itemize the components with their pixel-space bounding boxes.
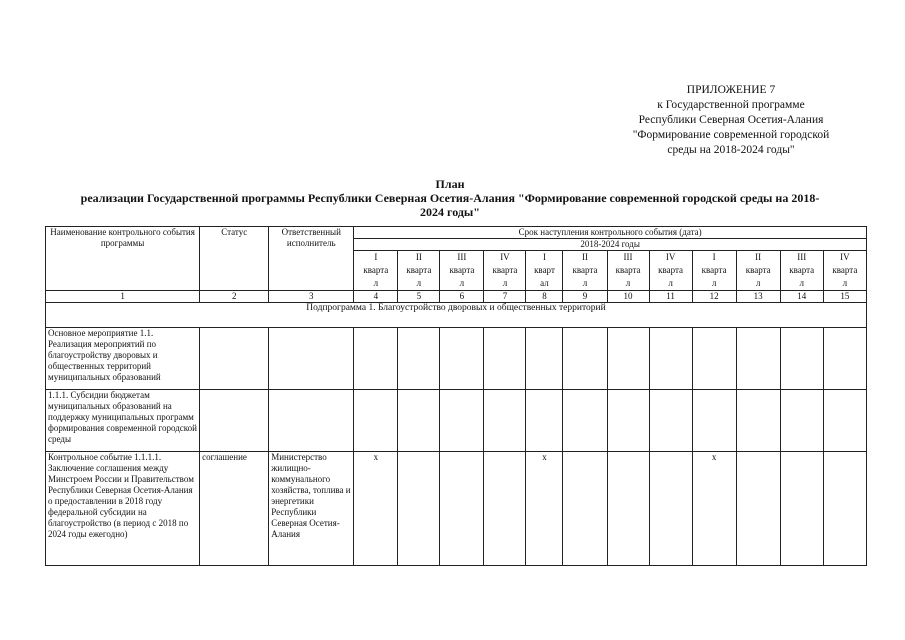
quarter-header xyxy=(354,251,398,291)
column-number: 4 xyxy=(354,291,398,303)
column-number: 12 xyxy=(692,291,736,303)
column-number: 1 xyxy=(46,291,200,303)
cell-quarter-mark xyxy=(780,452,823,566)
cell-quarter-mark xyxy=(780,390,823,452)
quarter-label-part: кварта xyxy=(789,265,815,275)
cell-quarter-mark xyxy=(736,328,780,390)
cell-quarter-mark xyxy=(823,452,866,566)
quarter-label-part: кварт xyxy=(534,265,555,275)
title-line: 2024 годы" xyxy=(420,205,480,219)
quarter-label-part: кварта xyxy=(832,265,858,275)
column-number: 11 xyxy=(649,291,692,303)
quarter-label-part: III xyxy=(457,252,467,262)
cell-executor xyxy=(269,328,354,390)
plan-table xyxy=(45,226,867,566)
cell-quarter-mark xyxy=(607,390,649,452)
column-number: 15 xyxy=(823,291,866,303)
column-number: 6 xyxy=(440,291,484,303)
column-number: 13 xyxy=(736,291,780,303)
quarter-label-part: II xyxy=(582,252,588,262)
appendix-header xyxy=(601,83,861,158)
appendix-line: Республики Северная Осетия-Алания xyxy=(638,114,824,126)
column-number: 8 xyxy=(526,291,563,303)
cell-quarter-mark xyxy=(484,390,526,452)
cell-quarter-mark xyxy=(484,328,526,390)
quarter-label-part: IV xyxy=(500,252,510,262)
quarter-label-part: л xyxy=(582,278,588,288)
cell-quarter-mark xyxy=(563,328,607,390)
header-years: 2018-2024 годы xyxy=(354,239,867,251)
quarter-label-part: ал xyxy=(540,278,549,288)
cell-quarter-mark xyxy=(563,390,607,452)
quarter-label-part: л xyxy=(625,278,631,288)
quarter-header xyxy=(823,251,866,291)
subprogram-title: Подпрограмма 1. Благоустройство дворовых и общественных территорий xyxy=(46,303,867,328)
quarter-label-part: кварта xyxy=(572,265,598,275)
quarter-label-part: III xyxy=(623,252,633,262)
cell-quarter-mark: x xyxy=(692,452,736,566)
quarter-label-part: I xyxy=(542,252,546,262)
header-name: Наименование контрольного события программы xyxy=(46,227,200,291)
table-row xyxy=(46,328,867,390)
quarter-label-part: кварта xyxy=(745,265,771,275)
cell-quarter-mark xyxy=(440,328,484,390)
quarter-label-part: кварта xyxy=(615,265,641,275)
quarter-label-part: кварта xyxy=(492,265,518,275)
cell-quarter-mark xyxy=(736,390,780,452)
title-line: План xyxy=(435,177,465,191)
quarter-label-part: л xyxy=(711,278,717,288)
cell-quarter-mark xyxy=(823,390,866,452)
cell-quarter-mark xyxy=(823,328,866,390)
quarter-label-part: I xyxy=(712,252,716,262)
column-number: 9 xyxy=(563,291,607,303)
cell-quarter-mark xyxy=(526,328,563,390)
column-number: 7 xyxy=(484,291,526,303)
cell-quarter-mark xyxy=(692,328,736,390)
cell-name: Контрольное событие 1.1.1.1. Заключение соглашения между Минстроем России и Правительством Республики Северная Осетия-Алания о предоставлении в 2018 году федеральной субсидии на благоустройство (в период с 2018 по 2024 годы ежегодно) xyxy=(46,452,200,566)
quarter-label-part: IV xyxy=(840,252,850,262)
cell-name: 1.1.1. Субсидии бюджетам муниципальных образований на поддержку муниципальных программ формирования современной городской среды xyxy=(46,390,200,452)
cell-status: соглашение xyxy=(200,452,269,566)
cell-quarter-mark xyxy=(526,390,563,452)
quarter-label-part: кварта xyxy=(406,265,432,275)
quarter-header xyxy=(440,251,484,291)
cell-executor xyxy=(269,390,354,452)
header-row xyxy=(46,227,867,239)
quarter-label-part: л xyxy=(459,278,465,288)
quarter-label-part: кварта xyxy=(658,265,684,275)
column-number: 2 xyxy=(200,291,269,303)
column-number: 3 xyxy=(269,291,354,303)
quarter-label-part: л xyxy=(502,278,508,288)
cell-quarter-mark xyxy=(563,452,607,566)
column-number: 10 xyxy=(607,291,649,303)
quarter-header xyxy=(649,251,692,291)
header-status: Статус xyxy=(200,227,269,291)
quarter-label-part: л xyxy=(842,278,848,288)
cell-quarter-mark xyxy=(780,328,823,390)
quarter-header xyxy=(736,251,780,291)
cell-quarter-mark xyxy=(649,328,692,390)
cell-executor: Министерство жилищно-коммунального хозяйства, топлива и энергетики Республики Северная Осетия-Алания xyxy=(269,452,354,566)
cell-quarter-mark xyxy=(692,390,736,452)
cell-quarter-mark xyxy=(354,390,398,452)
quarter-label-part: IV xyxy=(665,252,676,262)
appendix-line: "Формирование современной городской xyxy=(632,129,830,141)
quarter-label-part: II xyxy=(415,252,422,262)
quarter-header xyxy=(484,251,526,291)
title-line: реализации Государственной программы Республики Северная Осетия-Алания "Формирование современной городской среды на 2018- xyxy=(80,191,820,205)
cell-status xyxy=(200,390,269,452)
quarter-header xyxy=(398,251,440,291)
quarter-label-part: л xyxy=(416,278,422,288)
cell-quarter-mark xyxy=(440,390,484,452)
cell-name: Основное мероприятие 1.1. Реализация мероприятий по благоустройству дворовых и общественных территорий муниципальных образований xyxy=(46,328,200,390)
appendix-number: ПРИЛОЖЕНИЕ 7 xyxy=(686,84,776,96)
quarter-label-part: кварта xyxy=(363,265,389,275)
cell-quarter-mark: x xyxy=(526,452,563,566)
cell-quarter-mark xyxy=(354,328,398,390)
cell-quarter-mark xyxy=(649,390,692,452)
column-number: 14 xyxy=(780,291,823,303)
quarter-header xyxy=(692,251,736,291)
quarter-header xyxy=(607,251,649,291)
header-deadline: Срок наступления контрольного события (дата) xyxy=(354,227,867,239)
quarter-header xyxy=(780,251,823,291)
quarter-label-part: л xyxy=(373,278,379,288)
appendix-line: к Государственной программе xyxy=(657,99,805,111)
cell-quarter-mark xyxy=(607,328,649,390)
quarter-header xyxy=(563,251,607,291)
quarter-label-part: I xyxy=(374,252,378,262)
cell-quarter-mark xyxy=(607,452,649,566)
subprogram-row xyxy=(46,303,867,328)
column-number: 5 xyxy=(398,291,440,303)
cell-status xyxy=(200,328,269,390)
quarter-label-part: III xyxy=(797,252,807,262)
cell-quarter-mark xyxy=(649,452,692,566)
cell-quarter-mark xyxy=(736,452,780,566)
quarter-header xyxy=(526,251,563,291)
cell-quarter-mark xyxy=(398,390,440,452)
quarter-label-part: II xyxy=(755,252,762,262)
quarter-label-part: л xyxy=(799,278,804,288)
cell-quarter-mark xyxy=(484,452,526,566)
cell-quarter-mark xyxy=(440,452,484,566)
quarter-label-part: кварта xyxy=(701,265,727,275)
table-row xyxy=(46,452,867,566)
cell-quarter-mark xyxy=(398,452,440,566)
quarter-label-part: л xyxy=(755,278,761,288)
table-row xyxy=(46,390,867,452)
header-executor: Ответственный исполнитель xyxy=(269,227,354,291)
cell-quarter-mark: x xyxy=(354,452,398,566)
quarter-label-part: кварта xyxy=(449,265,475,275)
quarter-label-part: л xyxy=(668,278,673,288)
cell-quarter-mark xyxy=(398,328,440,390)
appendix-line: среды на 2018-2024 годы" xyxy=(667,144,795,156)
column-number-row xyxy=(46,291,867,303)
document-title xyxy=(40,177,860,219)
